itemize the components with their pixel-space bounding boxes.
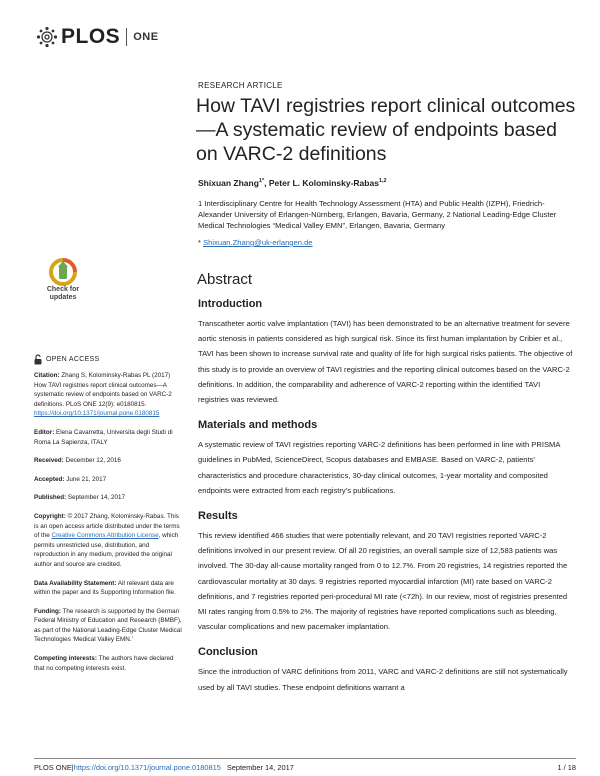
plos-wordmark: PLOS — [61, 25, 121, 48]
funding-label: Funding: — [34, 607, 61, 615]
citation-block — [34, 371, 182, 419]
editor-text: Elena Cavarretta, Universita degli Studi di Roma La Sapienza, ITALY — [34, 428, 173, 446]
footer-doi-link[interactable]: https://doi.org/10.1371/journal.pone.0180815 — [73, 763, 221, 772]
badge-line: updates — [49, 294, 77, 301]
license-link[interactable]: Creative Commons Attribution License — [51, 532, 159, 540]
received-label: Received: — [34, 457, 64, 465]
accepted-label: Accepted: — [34, 475, 65, 483]
section-paragraph: Since the introduction of VARC definitions from 2011, VARC and VARC-2 definitions are still not systematically used by all TAVI studies. These endpoint definitions warrant a — [198, 667, 568, 692]
citation-label: Citation: — [34, 372, 60, 379]
page-footer — [34, 763, 576, 772]
journal-name: ONE — [133, 31, 159, 43]
abstract-heading: Abstract — [197, 271, 253, 288]
abstract-body — [198, 298, 573, 707]
data-availability-block — [34, 579, 182, 598]
footer-journal: PLOS ONE — [34, 763, 72, 772]
plos-logo-icon — [36, 26, 58, 48]
copyright-label: Copyright: — [34, 512, 66, 520]
editor-label: Editor: — [34, 428, 55, 436]
open-access-label — [34, 354, 182, 365]
section-paragraph: Transcatheter aortic valve implantation (TAVI) has been demonstrated to be an alternative treatment for severe aortic stenosis in patients considered as high surgical risk. Since its first human implantation by Cribier et al., TAVI has been shown to increase survival rate and quality of life for high surgical risks patients. The objective of this study is to provide an overview of TAVI registries and the reporting clinical outcomes based on the VARC-2 definitions. In addition, the comparability and adherence of VARC-2 reporting within the identified TAVI registries was reviewed. — [198, 319, 573, 405]
page-number: 1 / 18 — [557, 763, 576, 772]
results-section — [198, 510, 573, 634]
methods-section — [198, 419, 573, 498]
competing-interests-text: The authors have declared that no competing interests exist. — [34, 655, 174, 672]
open-lock-icon — [34, 354, 42, 365]
author-separator: , — [264, 178, 269, 188]
data-availability-text: All relevant data are within the paper and its Supporting Information file. — [34, 579, 176, 597]
affiliations: 1 Interdisciplinary Centre for Health Technology Assessment (HTA) and Public Health (IZPH), Friedrich-Alexander University of Erlangen-Nürnberg, Erlangen, Bavaria, Germany, 2 National Leading-Edge Cluster Medical Technologies “Medical Valley EMN”, Erlangen, Bavaria, Germany — [198, 199, 557, 230]
check-for-updates-icon — [38, 258, 88, 286]
corresponding-marker: * — [198, 238, 204, 247]
section-heading: Materials and methods — [198, 419, 318, 432]
funding-block — [34, 607, 182, 645]
accepted-date: June 21, 2017 — [64, 475, 107, 483]
citation-text: Zhang S, Kolominsky-Rabas PL (2017) How TAVI registries report clinical outcomes—A systematic review of endpoints based on VARC-2 definitions. PLoS ONE 12(9): e0180815. — [34, 372, 172, 408]
corresponding-author — [198, 238, 313, 247]
copyright-text: © 2017 Zhang, Kolominsky-Rabas. This is an open access article distributed under the terms of the — [34, 512, 180, 540]
footer-separator: | — [71, 763, 74, 772]
open-access-text: OPEN ACCESS — [46, 355, 100, 363]
author-affiliation-marker: 1* — [258, 178, 265, 185]
received-date: December 12, 2016 — [63, 457, 121, 465]
conclusion-section — [198, 646, 573, 694]
published-date: September 14, 2017 — [66, 494, 125, 502]
citation-doi-link[interactable]: https://doi.org/10.1371/journal.pone.0180815 — [34, 410, 160, 418]
article-title: How TAVI registries report clinical outcomes—A systematic review of endpoints based on VARC-2 definitions — [196, 95, 576, 165]
section-heading: Conclusion — [198, 646, 258, 659]
section-paragraph: A systematic review of TAVI registries reporting VARC-2 definitions has been performed in line with PRISMA guidelines in PubMed, ScienceDirect, Scopus databases and EMBASE. Based on VARC-2, patients’ characteristics and procedure characteristics, 30-day clinical outcomes, 1-year mortality and composited endpoints were extracted from each registry’s publications. — [198, 440, 560, 495]
section-paragraph: This review identified 466 studies that were potentially relevant, and 20 TAVI registries reported VARC-2 definitions involved in our present review. Of all 20 registries, an overall sample size of 12,583 patients was involved. The 30-day all-cause mortality ranged from 0 to 12.7%. From 20 registries, 14 registries reported the cardiovascular mortality at 30 days. 9 registries reported myocardial infarction (MI) rate based on VARC-2 definitions, and 7 registries reported peri-procedural MI rate (<72h). In our review, most of registries presented MI rates ranging from 0.5% to 2%. The majority of registries have reported complications such as bleeding, vascular complications and new pacemaker implantation. — [198, 531, 568, 632]
section-heading: Results — [198, 510, 238, 523]
section-heading: Introduction — [198, 298, 263, 310]
logo-divider — [126, 28, 127, 46]
funding-text: The research is supported by the German Federal Ministry of Education and Research (BMBF), as part of the National Leading-Edge Cluster Medical Technologies ‘Medical Valley EMN.’ — [34, 607, 182, 644]
received-block — [34, 456, 182, 466]
published-label: Published: — [34, 494, 67, 502]
copyright-text: , which permits unrestricted use, distribution, and reproduction in any medium, provided the original author and source are credited. — [34, 532, 179, 568]
footer-date: September 14, 2017 — [226, 763, 294, 772]
accepted-block — [34, 475, 182, 485]
published-block — [34, 493, 182, 503]
author-name: Shixuan Zhang — [198, 178, 259, 188]
competing-interests-label: Competing interests: — [34, 655, 97, 663]
author-name: Peter L. Kolominsky-Rabas — [268, 178, 379, 188]
badge-line: Check for — [46, 286, 80, 293]
article-info-sidebar — [34, 354, 182, 682]
article-type: RESEARCH ARTICLE — [198, 81, 283, 90]
competing-interests-block — [34, 654, 182, 673]
check-for-updates-badge[interactable] — [38, 258, 88, 310]
introduction-section — [198, 298, 573, 407]
footer-divider — [34, 758, 576, 759]
copyright-block — [34, 512, 182, 570]
author-affiliation-marker: 1,2 — [378, 178, 387, 185]
author-list — [198, 178, 387, 188]
corresponding-email-link[interactable]: Shixuan.Zhang@uk-erlangen.de — [203, 238, 313, 247]
data-availability-label: Data Availability Statement: — [34, 579, 117, 587]
plos-logo — [36, 24, 159, 50]
editor-block — [34, 428, 182, 447]
